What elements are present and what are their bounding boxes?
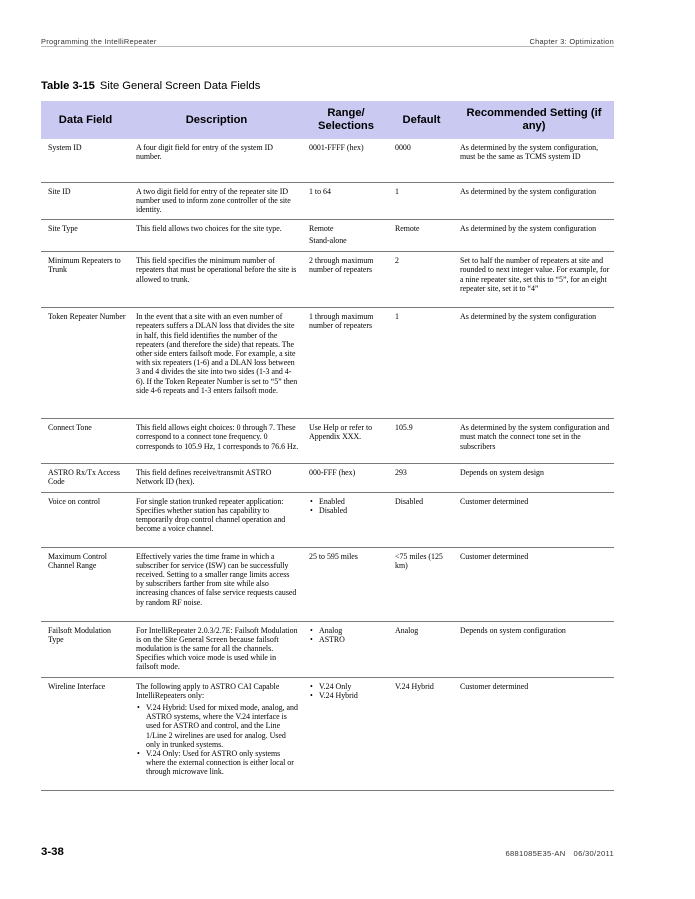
range-option: Stand-alone <box>309 236 347 246</box>
column-header-data-field: Data Field <box>41 101 130 139</box>
field-name: System ID <box>41 139 130 182</box>
field-recommended: Depends on system configuration <box>454 621 614 677</box>
table-row <box>41 252 614 308</box>
field-range: 1 through maximum number of repeaters <box>303 308 389 419</box>
column-header-range: Range/ Selections <box>303 101 389 139</box>
field-name: Minimum Repeaters to Trunk <box>41 252 130 308</box>
range-option: • Enabled <box>319 497 385 506</box>
field-range <box>303 492 389 547</box>
field-name: Site Type <box>41 220 130 252</box>
field-recommended: Customer determined <box>454 492 614 547</box>
description-intro: The following apply to ASTRO CAI Capable IntelliRepeaters only: <box>136 681 280 700</box>
field-description: In the event that a site with an even number of repeaters suffers a DLAN loss that divides the site in half, this field identifies the number of the repeaters (and therefore the side) that repeats. The other side enters failsoft mode. For example, a site with six repeaters (1-6) and a DLAN loss between 3 and 4 divides the site into two sides (1-3 and 4-6). If the Token Repeater Number is set to “5” then side 4-6 repeats and 1-3 enters failsoft mode. <box>130 308 303 419</box>
field-range: 2 through maximum number of repeaters <box>303 252 389 308</box>
field-range <box>303 621 389 677</box>
table-row <box>41 182 614 220</box>
field-range: Use Help or refer to Appendix XXX. <box>303 419 389 464</box>
field-recommended: As determined by the system configuration <box>454 308 614 419</box>
field-name: Maximum Control Channel Range <box>41 547 130 621</box>
table-caption <box>41 80 260 92</box>
field-description <box>130 677 303 790</box>
field-range <box>303 220 389 252</box>
field-description: This field allows eight choices: 0 through 7. These correspond to a connect tone frequency. 0 corresponds to 105.9 Hz, 1 corresponds to 76.6 Hz. <box>130 419 303 464</box>
field-recommended: As determined by the system configuration <box>454 182 614 220</box>
range-option: • V.24 Only <box>319 682 385 691</box>
field-name: Site ID <box>41 182 130 220</box>
table-row <box>41 677 614 790</box>
field-default: 0000 <box>389 139 454 182</box>
field-recommended: As determined by the system configuration and must match the connect tone set in the subscribers <box>454 419 614 464</box>
field-default: <75 miles (125 km) <box>389 547 454 621</box>
running-header-chapter: Chapter 3: Optimization <box>529 37 614 46</box>
table-row <box>41 621 614 677</box>
table-title: Site General Screen Data Fields <box>99 80 261 92</box>
header-rule <box>41 46 614 47</box>
field-description: This field allows two choices for the site type. <box>130 220 303 252</box>
field-recommended: Customer determined <box>454 677 614 790</box>
range-option: Remote <box>309 224 334 234</box>
field-default: 2 <box>389 252 454 308</box>
field-default: Remote <box>389 220 454 252</box>
field-recommended: Depends on system design <box>454 464 614 492</box>
column-header-description: Description <box>130 101 303 139</box>
field-default: 1 <box>389 182 454 220</box>
column-header-recommended: Recommended Setting (if any) <box>454 101 614 139</box>
field-range: 000-FFF (hex) <box>303 464 389 492</box>
field-range: 25 to 595 miles <box>303 547 389 621</box>
field-description: This field defines receive/transmit ASTRO Network ID (hex). <box>130 464 303 492</box>
field-range: 1 to 64 <box>303 182 389 220</box>
description-item: • V.24 Only: Used for ASTRO only systems where the external connection is either local or through microwave link. <box>146 749 299 777</box>
field-default: Disabled <box>389 492 454 547</box>
column-header-default: Default <box>389 101 454 139</box>
field-description: For IntelliRepeater 2.0.3/2.7E: Failsoft Modulation is on the Site General Screen because failsoft modulation is the same for all the channels. Specifies which voice mode is used while in failsoft mode. <box>130 621 303 677</box>
range-option: • V.24 Hybrid <box>319 691 385 700</box>
field-recommended: Set to half the number of repeaters at site and rounded to next integer value. For example, for a nine repeater site, set this to “5”, for an eight repeater site, set it to “4” <box>454 252 614 308</box>
field-name: Failsoft Modulation Type <box>41 621 130 677</box>
range-list <box>309 626 385 644</box>
running-header-section: Programming the IntelliRepeater <box>41 37 157 46</box>
field-description: For single station trunked repeater application: Specifies whether station has capability to temporarily drop control channel operation and become a voice channel. <box>130 492 303 547</box>
field-description: This field specifies the minimum number of repeaters that must be operational before the site is allowed to trunk. <box>130 252 303 308</box>
page-number: 3-38 <box>41 846 64 858</box>
range-list <box>309 497 385 515</box>
field-default: Analog <box>389 621 454 677</box>
field-name: ASTRO Rx/Tx Access Code <box>41 464 130 492</box>
table-row <box>41 308 614 419</box>
table-row <box>41 220 614 252</box>
field-description: A two digit field for entry of the repeater site ID number used to inform zone controller of the site identity. <box>130 182 303 220</box>
data-fields-table <box>41 101 614 791</box>
table-row <box>41 419 614 464</box>
field-name: Voice on control <box>41 492 130 547</box>
field-name: Connect Tone <box>41 419 130 464</box>
table-row <box>41 139 614 182</box>
description-list <box>136 703 299 777</box>
range-list <box>309 682 385 700</box>
field-recommended: Customer determined <box>454 547 614 621</box>
field-recommended: As determined by the system configuration <box>454 220 614 252</box>
field-default: V.24 Hybrid <box>389 677 454 790</box>
document-info <box>505 849 614 858</box>
range-option: • Disabled <box>319 506 385 515</box>
table-row <box>41 547 614 621</box>
field-default: 293 <box>389 464 454 492</box>
field-description: A four digit field for entry of the system ID number. <box>130 139 303 182</box>
table-row <box>41 492 614 547</box>
field-range: 0001-FFFF (hex) <box>303 139 389 182</box>
table-number: Table 3-15 <box>41 80 95 92</box>
range-option: • ASTRO <box>319 635 385 644</box>
field-name: Wireline Interface <box>41 677 130 790</box>
field-default: 105.9 <box>389 419 454 464</box>
table-row <box>41 464 614 492</box>
range-option: • Analog <box>319 626 385 635</box>
description-item: • V.24 Hybrid: Used for mixed mode, analog, and ASTRO systems, where the V.24 interface is used for ASTRO and control, and the Line 1/Line 2 wirelines are used for analog. Used only in trunked systems. <box>146 703 299 749</box>
field-name: Token Repeater Number <box>41 308 130 419</box>
document-date: 06/30/2011 <box>573 849 614 858</box>
field-range <box>303 677 389 790</box>
field-recommended: As determined by the system configuration, must be the same as TCMS system ID <box>454 139 614 182</box>
field-description: Effectively varies the time frame in which a subscriber for service (ISW) can be successfully received. Setting to a smaller range limits access by subscribers farther from site while also increasing chances of false service requests caused by random RF noise. <box>130 547 303 621</box>
field-default: 1 <box>389 308 454 419</box>
table-header-row <box>41 101 614 139</box>
document-number: 6881085E35-AN <box>505 849 566 858</box>
